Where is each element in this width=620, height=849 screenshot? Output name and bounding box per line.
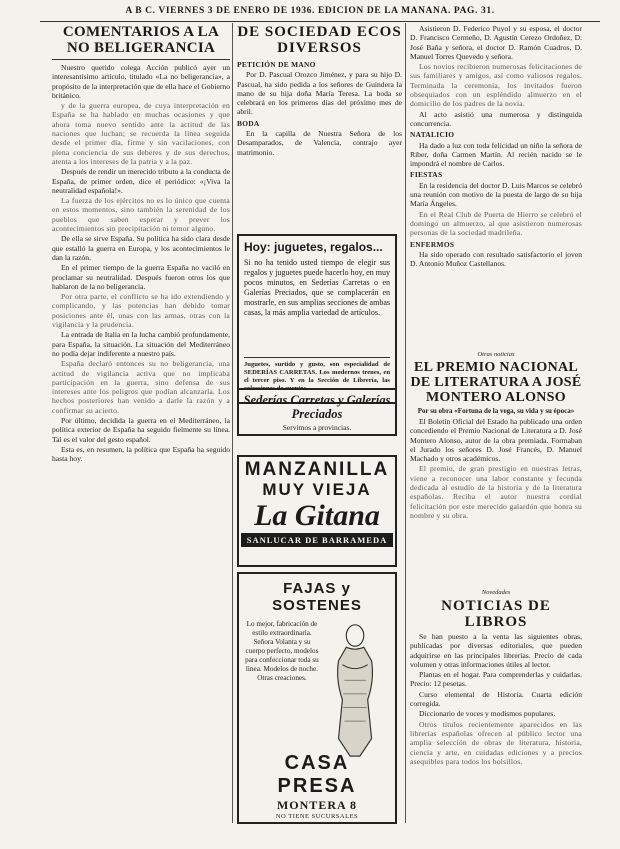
list-item: Plantas en el hogar. Para comprenderlas y cuidarlas. Precio: 12 pesetas.	[410, 670, 582, 689]
premio-subtitle: Por su obra «Fortuna de la vega, su vida y su época»	[417, 407, 575, 415]
paragraph: Ha sido operado con resultado satisfactorio el joven D. Antonio Muñoz Castellanos.	[410, 249, 582, 269]
list-item: Diccionario de voces y modismos populares.	[419, 709, 556, 719]
paragraph: Al acto asistió una numerosa y distinguida concurrencia.	[410, 109, 582, 128]
paragraph-filler: El premio, de gran prestigio en nuestras letras, viene a reconocer una labor constante y fecunda dedicada al estudio de la historia y de la literatura españolas. Reciba el autor nuestra cordial felicitación por este merecido galardón que honra su nombre y su obra.	[410, 464, 582, 520]
paragraph: En la residencia del doctor D. Luis Marcos se celebró una reunión con motivo de la puesta de largo de su hija María Ángeles.	[410, 180, 582, 209]
fajas-text: Lo mejor, fabricación de estilo extraordinaria. Señora Volanta y su cuerpo perfecto, modelos para confeccionar toda su línea. Modelos de noche. Otras creaciones.	[245, 620, 319, 682]
paragraph-filler: España declaró entonces su no beligerancia, una actitud de vigilancia activa que no implicaba participación en la guerra, sino defensa de sus intereses ante los peligros que podían alcanzarla. Los hechos posteriores han venido a darle la razón y a confirmar su acierto.	[52, 359, 230, 415]
paragraph: El Boletín Oficial del Estado ha publicado una orden concediendo el Premio Nacional de Literatura a D. José Montero Alonso, autor de la obra premiada. Formaban el Jurado los señores D. José Francés, D. Manuel Machado y otros académicos.	[410, 417, 582, 464]
noticias-body	[410, 632, 582, 837]
ecos-body	[237, 58, 402, 158]
title-rule	[52, 59, 230, 60]
sederias-brand: Sederías Carretas y Galerías Preciados	[243, 393, 391, 421]
sederias-ad	[237, 388, 397, 436]
right-column-body	[410, 24, 582, 349]
fajas-title: FAJAS y SOSTENES	[272, 580, 362, 614]
section-heading: FIESTAS	[410, 170, 443, 180]
section-heading: BODA	[237, 118, 260, 128]
paragraph: La entrada de Italia en la lucha cambió profundamente, para España, la situación. La situación del Mediterráneo no podía dejar indiferente a nuestro país.	[52, 330, 230, 358]
page-header: A B C. VIERNES 3 DE ENERO DE 1936. EDICION DE LA MAÑANA. PAG. 31.	[125, 6, 495, 16]
paragraph: Después de rendir un merecido tributo a la conducta de España, de primer orden, dice el periódico: «¡Viva la neutralidad española!».	[52, 167, 230, 195]
section-heading: NATALICIO	[410, 130, 455, 140]
left-column	[52, 24, 230, 828]
hoy-ad-text: Si no ha tenido usted tiempo de elegir sus regalos y juguetes puede hacerlo hoy, en muy pocos minutos, en Sederías Carretas o en Galerías Preciados, que se complacerán en mostrarle, en sus amplias secciones de ambas casas, la más amplia variedad de artículos.	[244, 258, 390, 317]
section-heading: PETICIÓN DE MANO	[237, 60, 316, 69]
paragraph: Se han puesto a la venta las siguientes obras, publicadas por diversas editoriales, que pueden adquirirse en las principales librerías. Precio de cada volumen y otras informaciones útiles al lector.	[410, 632, 582, 669]
hoy-ad	[237, 234, 397, 404]
paragraph-filler: y de la guerra europea, de cuya interpretación en España se ha hablado en muchas ocasiones y que ahora toma nuevo sentido ante la actitud de las naciones que luchan; se recuerda la línea seguida desde el primer día, firme y sin vacilaciones, con plena conciencia de sus deberes y de sus derechos, atenta a los intereses de la patria y a la paz.	[52, 101, 230, 166]
column-divider-right	[405, 23, 406, 823]
manzanilla-ad	[237, 455, 397, 567]
paragraph-filler: La fuerza de los ejércitos no es lo único que cuenta en estos momentos, sino también la serenidad de los pueblos que saben esperar y prever los acontecimientos sin precipitación ni temor alguno.	[52, 196, 230, 234]
paragraph-filler: Los novios recibieron numerosas felicitaciones de sus familiares y amigos, así como valiosos regalos. Terminada la ceremonia, los invitados fueron obsequiados con un espléndido almuerzo en el domicilio de los padres de la novia.	[410, 62, 582, 109]
manzanilla-line2: MUY VIEJA	[262, 480, 372, 499]
section-heading: ENFERMOS	[410, 239, 455, 249]
premio-tag: Otras noticias	[477, 351, 515, 358]
header-rule	[40, 21, 600, 22]
paragraph: Nuestro querido colega Acción publicó ayer un interesantísimo artículo, titulado «La no beligerancia», a propósito de la interpretación que de ella hace el Gobierno británico.	[52, 63, 230, 100]
hoy-ad-rule	[244, 357, 390, 358]
sederias-sub: Servimos a provincias.	[282, 423, 352, 432]
paragraph-filler: Por otra parte, el conflicto se ha ido extendiendo y complicando, y las potencias han debido tomar posiciones ante él, unas con las armas, otras con la vigilancia y la prudencia.	[52, 292, 230, 330]
ecos-title: DE SOCIEDAD ECOS DIVERSOS	[237, 24, 402, 56]
comentarios-body	[52, 63, 230, 828]
paragraph: Ha dado a luz con toda felicidad un niño la señora de Riber, doña Carmen Martín. Al recién nacido se le impondrá el nombre de Carlos.	[410, 140, 582, 169]
fajas-ad	[237, 572, 397, 824]
premio-title: EL PREMIO NACIONAL DE LITERATURA A JOSÉ MONTERO ALONSO	[410, 360, 582, 405]
paragraph: En el primer tiempo de la guerra España no vaciló en proclamar su neutralidad. Después fueron otros los que hablaron de la no beligerancia.	[52, 263, 230, 291]
ecos-section	[237, 24, 402, 158]
paragraph-filler: En el Real Club de Puerta de Hierro se celebró el domingo un almuerzo, al que asistieron numerosas personas de la sociedad madrileña.	[410, 209, 582, 238]
fajas-note: NO TIENE SUCURSALES	[275, 813, 359, 820]
comentarios-title: COMENTARIOS A LA NO BELIGERANCIA	[62, 24, 220, 56]
noticias-tag: Novedades	[481, 589, 511, 596]
paragraph-filler: Otros títulos recientemente aparecidos en las librerías españolas ofrecen al público lector una amplia selección de obras de literatura, historia, ciencia y arte, en cuidadas ediciones y a precios asequibles para todos los bolsillos.	[410, 719, 582, 766]
column-divider-left	[232, 23, 233, 823]
noticias-title: NOTICIAS DE LIBROS	[441, 598, 551, 630]
paragraph: En la capilla de Nuestra Señora de los Desamparados, de Valencia, contrajo ayer matrimonio.	[237, 129, 402, 157]
paragraph: Por D. Pascual Orozco Jiménez, y para su hijo D. Pascual, ha sido pedida a los señores de Guindera la mano de su hija doña María Teresa. La boda se celebrará en los primeros días del próximo mes de abril.	[237, 70, 402, 117]
manzanilla-place: SANLUCAR DE BARRAMEDA	[241, 533, 393, 547]
paragraph: De ella se sirve España. Su política ha sido clara desde que estalló la guerra en Europa, y los acontecimientos le dan la razón.	[52, 234, 230, 262]
paragraph: Esta es, en resumen, la política que España ha seguido hasta hoy.	[52, 444, 230, 464]
premio-body	[410, 417, 582, 587]
list-item: Curso elemental de Historia. Cuarta edición corregida.	[410, 689, 582, 709]
hoy-ad-title: Hoy: juguetes, regalos...	[244, 240, 383, 254]
paragraph: Asistieron D. Federico Puyol y su esposa, el doctor D. Francisco Cermeño, D. Agustín Cerezo Ordoñez, D. José Baña y señora, el doctor D. Ramón Cuadros, D. Manuel Torres Quevedo y señora.	[410, 24, 582, 61]
hoy-ad-note: Juguetes, surtido y gusto, son especialidad de SEDERÍAS CARRETAS. Los modernos trenes, en el tercer piso. Y en la Sección de Librería, las colecciones de cuentos.	[244, 361, 390, 392]
manzanilla-brand: La Gitana	[254, 499, 380, 532]
manzanilla-line1: MANZANILLA	[244, 459, 390, 480]
fajas-address: MONTERA 8	[276, 798, 357, 812]
corset-figure-icon	[321, 620, 389, 760]
right-column	[410, 24, 582, 837]
fajas-shop: CASA PRESA	[277, 752, 357, 797]
paragraph: Por último, decidida la guerra en el Mediterráneo, la política exterior de España ha seguido fielmente su línea. Tal es el valor del gesto español.	[52, 415, 230, 444]
